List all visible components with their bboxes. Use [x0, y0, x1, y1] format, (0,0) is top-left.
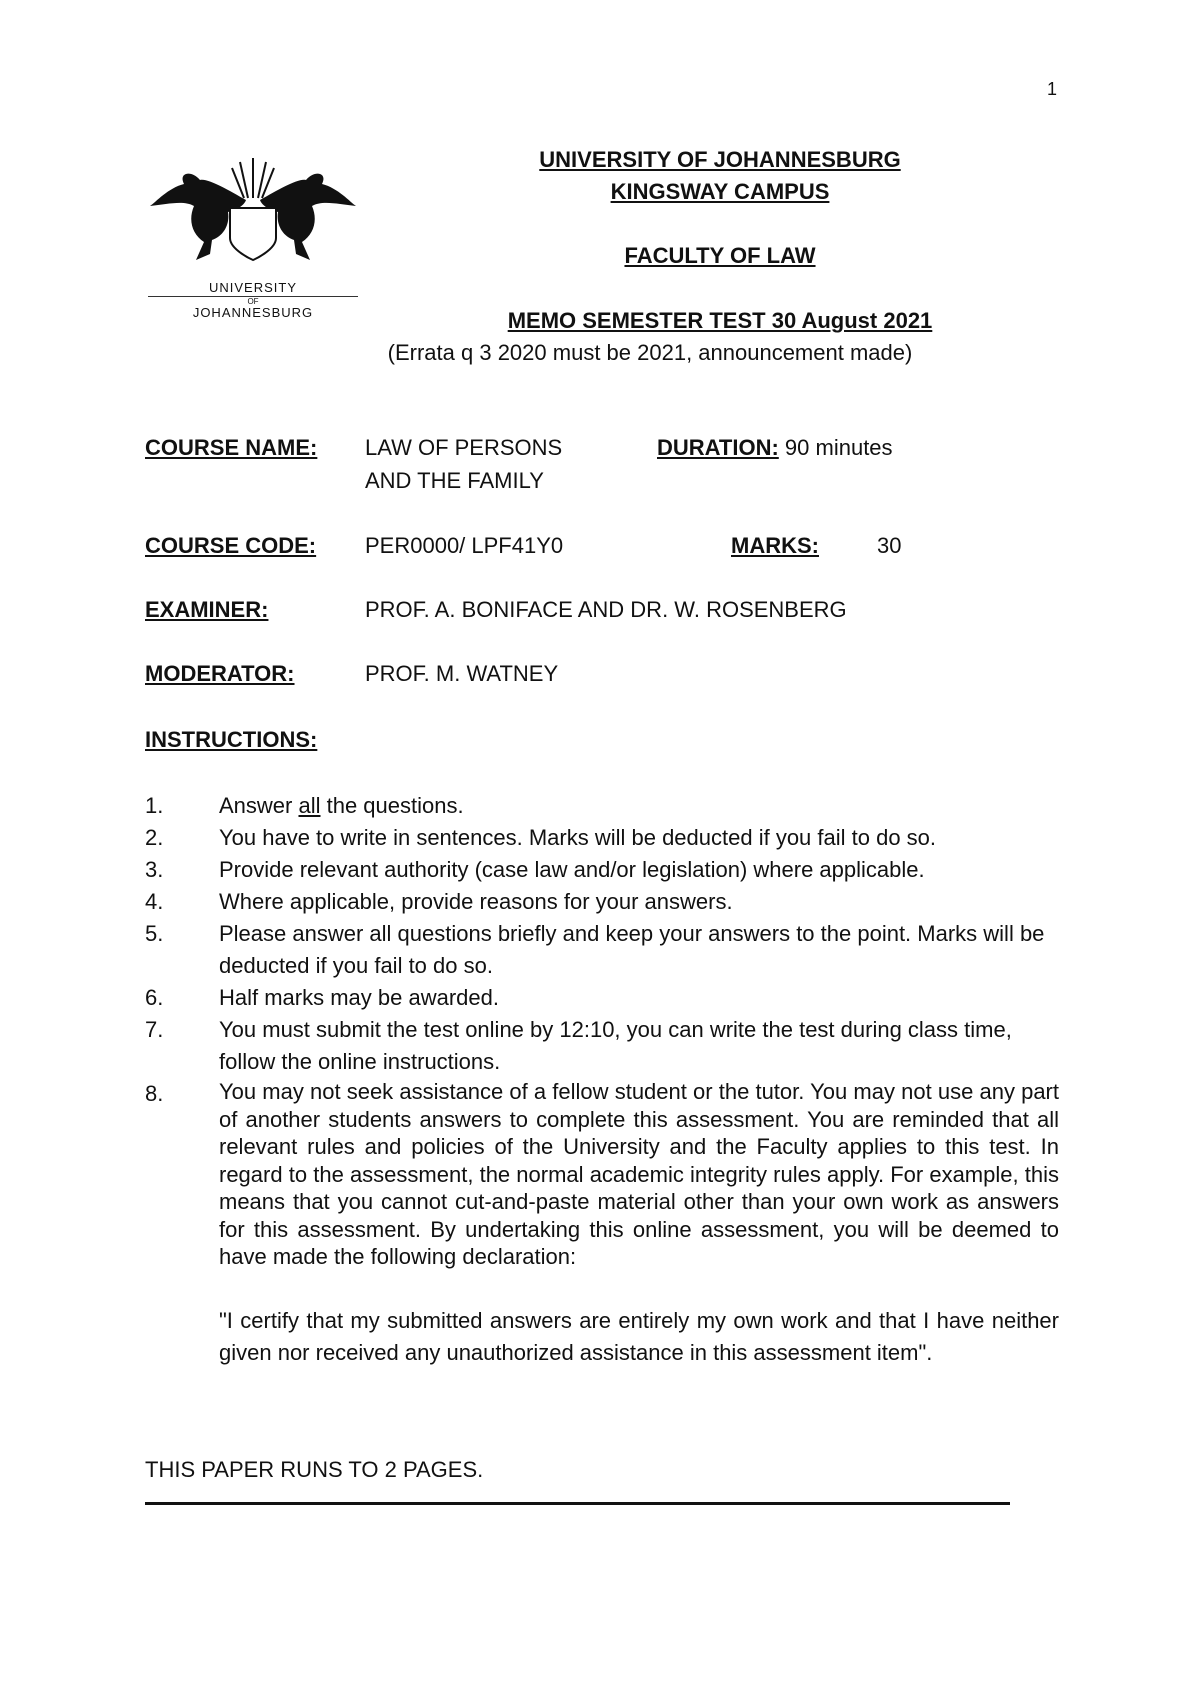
marks-value: 30: [877, 533, 902, 558]
instruction-number: 6.: [145, 985, 164, 1010]
examiner-value: PROF. A. BONIFACE AND DR. W. ROSENBERG: [365, 597, 847, 622]
errata-note: (Errata q 3 2020 must be 2021, announcement made): [387, 340, 913, 365]
examiner-label: EXAMINER:: [145, 597, 269, 622]
instruction-1-emphasis: all: [298, 793, 321, 818]
page-number: 1: [1047, 79, 1058, 99]
instruction-item-7: You must submit the test online by 12:10, you can write the test during class time, follow the online instructions.: [219, 1017, 1012, 1074]
instruction-number: 3.: [145, 857, 164, 882]
university-logo: [148, 150, 358, 325]
horizontal-rule: [145, 1502, 1010, 1505]
course-name-label: COURSE NAME:: [145, 435, 318, 460]
course-code-value: PER0000/ LPF41Y0: [365, 533, 564, 558]
instruction-number: 7.: [145, 1017, 164, 1042]
marks-label: MARKS:: [731, 533, 819, 558]
page-count-note: THIS PAPER RUNS TO 2 PAGES.: [145, 1457, 484, 1482]
instruction-item-3: Provide relevant authority (case law and/or legislation) where applicable.: [219, 857, 925, 882]
instruction-item-4: Where applicable, provide reasons for your answers.: [219, 889, 733, 914]
logo-text-of: OF: [148, 296, 358, 306]
instruction-1-post: the questions.: [320, 793, 464, 818]
instruction-number: 8.: [145, 1081, 164, 1106]
instruction-number: 5.: [145, 921, 164, 946]
course-name-line1: LAW OF PERSONS: [365, 435, 563, 460]
instruction-number: 4.: [145, 889, 164, 914]
instruction-item-5: Please answer all questions briefly and keep your answers to the point. Marks will be deducted if you fail to do so.: [219, 921, 1045, 978]
memo-title: MEMO SEMESTER TEST 30 August 2021: [507, 308, 933, 333]
course-code-label: COURSE CODE:: [145, 533, 317, 558]
course-name-line2: AND THE FAMILY: [365, 468, 544, 493]
faculty-name: FACULTY OF LAW: [624, 243, 816, 268]
moderator-label: MODERATOR:: [145, 661, 295, 686]
instruction-number: 2.: [145, 825, 164, 850]
logo-text-johannesburg: JOHANNESBURG: [192, 305, 314, 320]
logo-text-university: UNIVERSITY: [208, 280, 297, 295]
crest-icon: [148, 150, 358, 270]
duration-label: DURATION:: [657, 435, 779, 460]
instruction-item-1: [219, 790, 1059, 822]
duration: [657, 435, 893, 461]
instruction-item-8: You may not seek assistance of a fellow student or the tutor. You may not use any part of another students answers to complete this assessment. You are reminded that all relevant rules and policies of the University and the Faculty applies to this test. In regard to the assessment, the normal academic integrity rules apply. For example, this means that you cannot cut-and-paste material other than your own work as answers for this assessment. By undertaking this online assessment, you will be deemed to have made the following declaration:: [219, 1079, 1059, 1269]
instruction-item-6: Half marks may be awarded.: [219, 985, 499, 1010]
duration-value: 90 minutes: [784, 435, 893, 460]
university-name: UNIVERSITY OF JOHANNESBURG: [539, 147, 901, 172]
instruction-item-8-declaration: "I certify that my submitted answers are entirely my own work and that I have neither given nor received any unauthorized assistance in this assessment item".: [219, 1308, 1059, 1365]
instruction-1-pre: Answer: [219, 793, 299, 818]
campus-name: KINGSWAY CAMPUS: [610, 179, 830, 204]
moderator-value: PROF. M. WATNEY: [365, 661, 559, 686]
instruction-number: 1.: [145, 793, 164, 818]
instructions-heading: INSTRUCTIONS:: [145, 727, 318, 752]
instruction-item-2: You have to write in sentences. Marks will be deducted if you fail to do so.: [219, 825, 937, 850]
